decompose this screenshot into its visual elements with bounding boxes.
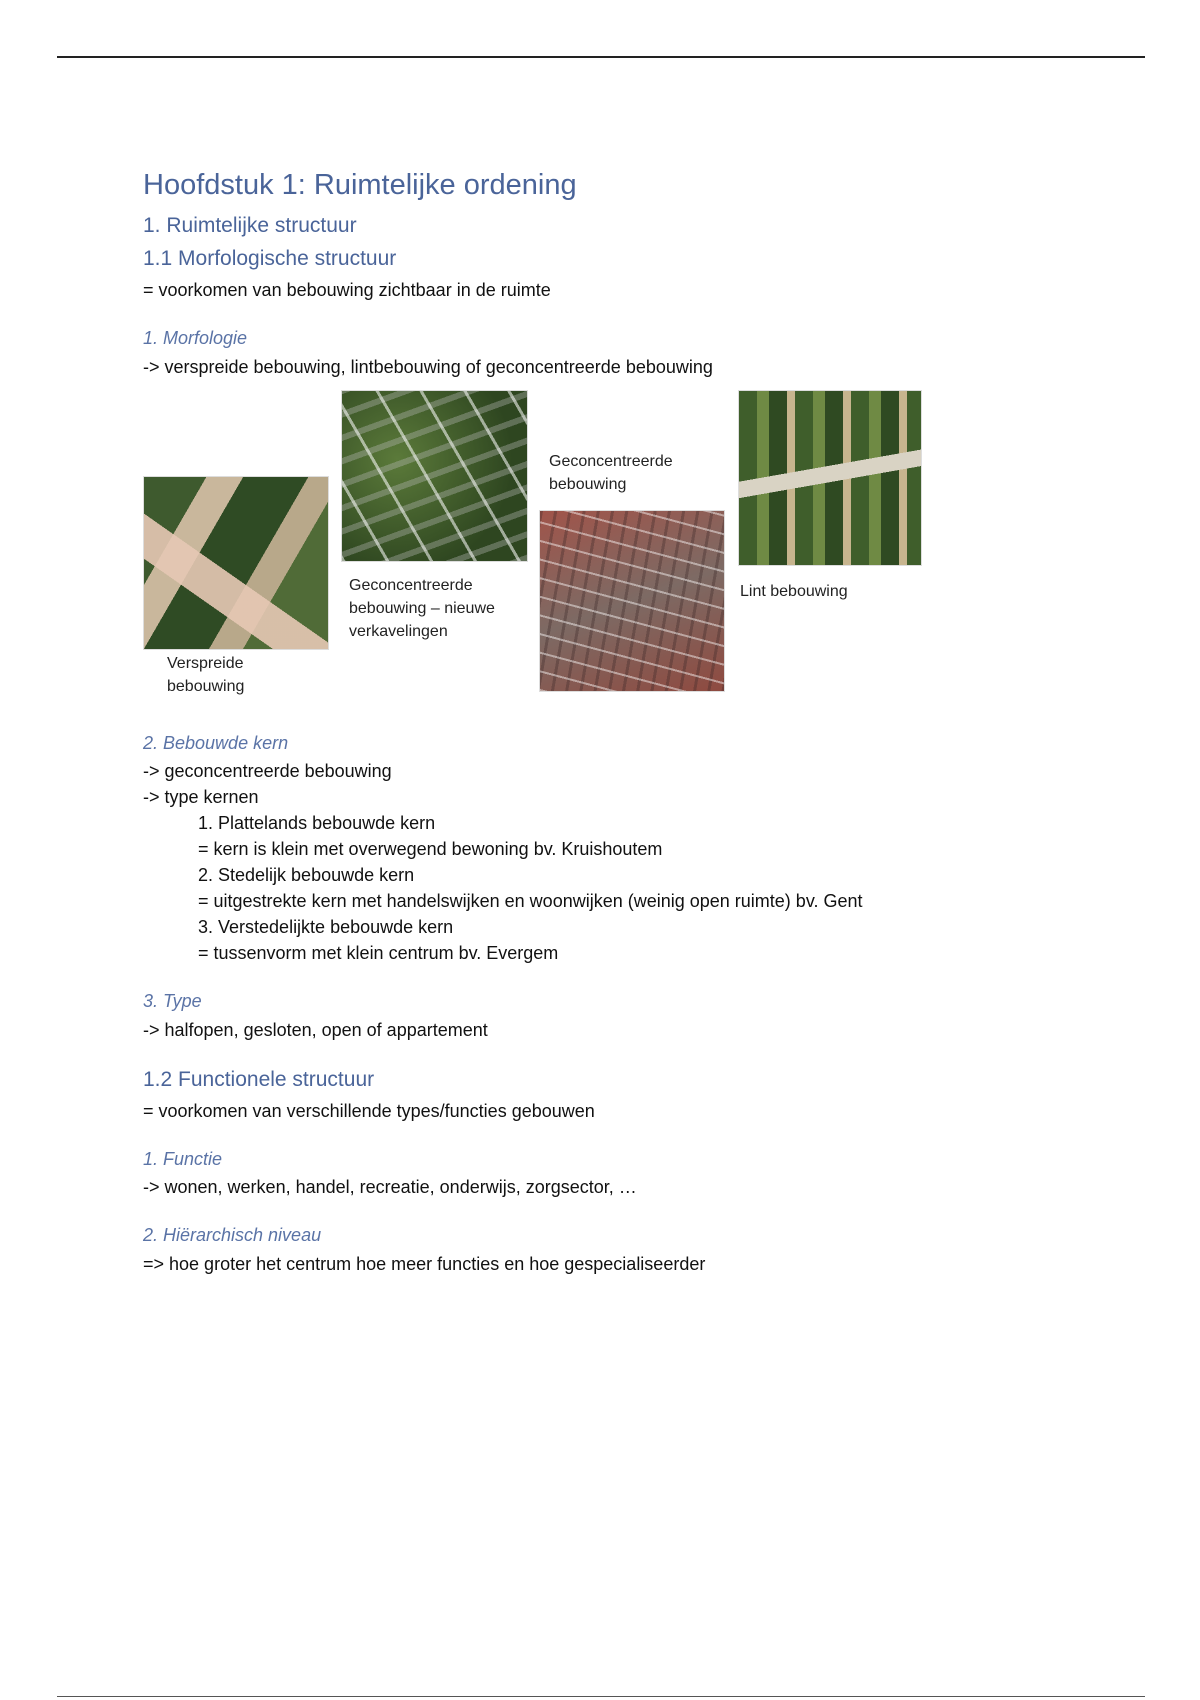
caption-line: Verspreide bbox=[167, 654, 244, 672]
footer-rule bbox=[57, 1696, 1145, 1697]
caption-line: bebouwing bbox=[549, 475, 627, 493]
kern-line: -> type kernen bbox=[143, 787, 259, 808]
document-body bbox=[143, 168, 1063, 1277]
definition-morfologisch: = voorkomen van bebouwing zichtbaar in de ruimte bbox=[143, 280, 551, 301]
aerial-photo-ribbon bbox=[738, 390, 922, 566]
aerial-photo-scattered bbox=[143, 476, 329, 650]
kern-type-line: = uitgestrekte kern met handelswijken en woonwijken (weinig open ruimte) bv. Gent bbox=[198, 891, 863, 912]
kern-type-line: = kern is klein met overwegend bewoning bv. Kruishoutem bbox=[198, 839, 663, 860]
caption-ribbon bbox=[740, 580, 848, 603]
caption-city bbox=[549, 450, 673, 496]
caption-line: Geconcentreerde bbox=[349, 576, 473, 594]
text-type: -> halfopen, gesloten, open of appartement bbox=[143, 1019, 488, 1040]
heading-type: 3. Type bbox=[143, 991, 202, 1012]
section-title: 1. Ruimtelijke structuur bbox=[143, 213, 357, 237]
heading-morfologie: 1. Morfologie bbox=[143, 328, 248, 349]
text-functie: -> wonen, werken, handel, recreatie, onderwijs, zorgsector, … bbox=[143, 1177, 637, 1198]
kern-type-line: = tussenvorm met klein centrum bv. Evergem bbox=[198, 943, 559, 964]
caption-line: verkavelingen bbox=[349, 622, 448, 640]
kern-type-line: 3. Verstedelijkte bebouwde kern bbox=[198, 917, 454, 938]
caption-scattered bbox=[167, 652, 244, 698]
heading-bebouwde-kern: 2. Bebouwde kern bbox=[143, 732, 289, 753]
kern-type-line: 2. Stedelijk bebouwde kern bbox=[198, 865, 415, 886]
caption-line: Geconcentreerde bbox=[549, 452, 673, 470]
header-rule bbox=[57, 56, 1145, 58]
subsection-title-functioneel: 1.2 Functionele structuur bbox=[143, 1067, 375, 1091]
heading-functie: 1. Functie bbox=[143, 1148, 223, 1169]
heading-hierarchisch-niveau: 2. Hiërarchisch niveau bbox=[143, 1225, 322, 1246]
caption-line: Lint bebouwing bbox=[740, 582, 848, 600]
kern-type-line: 1. Plattelands bebouwde kern bbox=[198, 813, 436, 834]
caption-line: bebouwing – nieuwe bbox=[349, 599, 495, 617]
kern-line: -> geconcentreerde bebouwing bbox=[143, 761, 392, 782]
morphology-image-collage bbox=[143, 390, 933, 712]
text-morfologie: -> verspreide bebouwing, lintbebouwing of geconcentreerde bebouwing bbox=[143, 356, 713, 377]
caption-line: bebouwing bbox=[167, 677, 245, 695]
aerial-photo-suburb bbox=[341, 390, 528, 562]
subsection-title-morfologisch: 1.1 Morfologische structuur bbox=[143, 246, 397, 270]
aerial-photo-city bbox=[539, 510, 725, 692]
definition-functioneel: = voorkomen van verschillende types/functies gebouwen bbox=[143, 1100, 595, 1121]
text-hierarchisch-niveau: => hoe groter het centrum hoe meer functies en hoe gespecialiseerder bbox=[143, 1253, 706, 1274]
chapter-title: Hoofdstuk 1: Ruimtelijke ordening bbox=[143, 169, 577, 201]
caption-suburb bbox=[349, 574, 495, 643]
